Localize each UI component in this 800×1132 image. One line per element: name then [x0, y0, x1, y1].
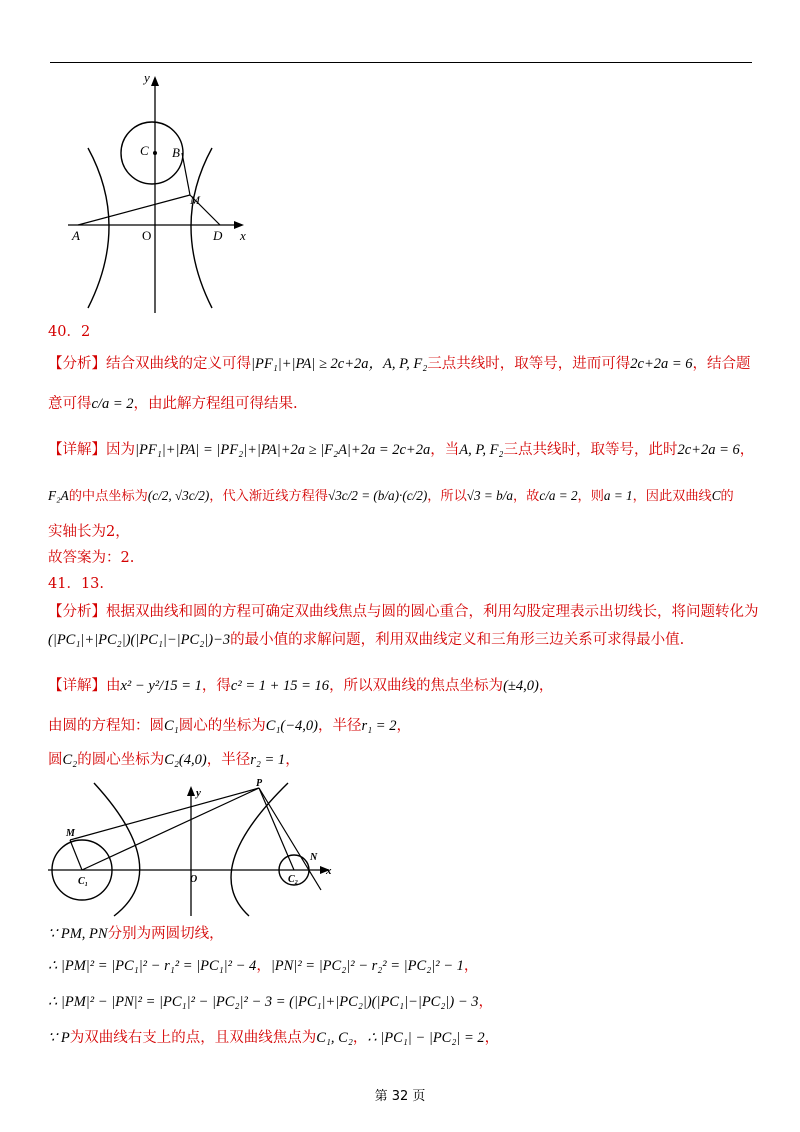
q41-step1: ∵ PM, PN分别为两圆切线，	[48, 926, 224, 942]
segment-bm	[182, 153, 190, 195]
label-o: O	[142, 228, 152, 243]
page-footer: 第 32 页	[374, 1089, 426, 1104]
q41-circle2: 圆C₂的圆心坐标为C₂(4,0)，半径r₂ = 1，	[48, 752, 300, 768]
q41-detail-line1: 【详解】由x² − y²/15 = 1，得c² = 1 + 15 = 16，所以双曲线的焦点坐标为(±4,0)，	[48, 678, 554, 694]
label-y: y	[196, 787, 201, 799]
q41-step3: ∴ |PM|² − |PN|² = |PC₁|² − |PC₂|² − 3 = (|PC₁|+|PC₂|)(|PC₁|−|PC₂|) − 3，	[48, 994, 493, 1010]
label-n: N	[310, 852, 318, 863]
q41-step2: ∴ |PM|² = |PC₁|² − r₁² = |PC₁|² − 4，|PN|² = |PC₂|² − r₂² = |PC₂|² − 1，	[48, 958, 479, 974]
center-c-dot	[153, 151, 157, 155]
q41-step4: ∵ P为双曲线右支上的点，且双曲线焦点为C₁, C₂，∴ |PC₁| − |PC₂| = 2，	[48, 1030, 500, 1046]
label-m: M	[190, 193, 200, 207]
label-x: x	[240, 228, 246, 243]
q41-analysis-line2: (|PC₁|+|PC₂|)(|PC₁|−|PC₂|)−3的最小值的求解问题，利用双曲线定义和三角形三边关系可求得最小值.	[48, 632, 685, 648]
hyperbola-right-branch	[191, 148, 212, 308]
q40-analysis-line1: 【分析】结合双曲线的定义可得|PF₁|+|PA| ≥ 2c+2a，A, P, F₂三点共线时，取等号，进而可得2c+2a = 6，结合题	[48, 356, 751, 372]
label-y: y	[144, 70, 150, 85]
q41-number: 41．13.	[48, 576, 105, 592]
label-b: B	[172, 145, 180, 160]
y-axis-arrow	[187, 786, 195, 796]
label-c2: C₂	[288, 874, 299, 885]
header-rule	[50, 62, 752, 63]
hyperbola-left-branch	[88, 148, 109, 308]
segment-mc1	[70, 840, 82, 870]
label-x: x	[326, 865, 332, 877]
q40-detail-line1: 【详解】因为|PF₁|+|PA| = |PF₂|+|PA|+2a ≥ |F₂A|+2a = 2c+2a，当A, P, F₂三点共线时，取等号，此时2c+2a = 6，	[48, 442, 755, 458]
hyperbola-left-branch	[94, 783, 140, 916]
segment-am	[78, 195, 190, 225]
label-p: P	[256, 778, 263, 789]
label-c: C	[140, 143, 149, 158]
label-o: O	[190, 874, 198, 885]
q40-detail-line3: 实轴长为2，	[48, 524, 130, 540]
q40-analysis-line2: 意可得c/a = 2，由此解方程组可得结果.	[48, 396, 298, 412]
q40-answer: 故答案为：2.	[48, 550, 135, 566]
figure-hyperbola-circle	[60, 68, 260, 318]
hyperbola-right-branch	[231, 783, 288, 916]
y-axis-arrow	[151, 76, 159, 86]
q40-number: 40．2	[48, 324, 91, 340]
label-d: D	[213, 228, 223, 243]
label-a: A	[72, 228, 80, 243]
segment-pc2	[259, 788, 294, 870]
q40-detail-line2: F₂A的中点坐标为(c/2, √3c/2)，代入渐近线方程得√3c/2 = (b/a)·(c/2)，所以√3 = b/a，故c/a = 2，则a = 1，因此双曲线C的	[48, 488, 734, 504]
q41-circle1: 由圆的方程知：圆C₁圆心的坐标为C₁(−4,0)，半径r₁ = 2，	[48, 718, 411, 734]
figure-two-circles	[44, 778, 344, 918]
label-c1: C₁	[78, 876, 89, 887]
q41-analysis-line1: 【分析】根据双曲线和圆的方程可确定双曲线焦点与圆的圆心重合，利用勾股定理表示出切线长，将问题转化为	[48, 604, 759, 620]
label-m: M	[66, 828, 75, 839]
